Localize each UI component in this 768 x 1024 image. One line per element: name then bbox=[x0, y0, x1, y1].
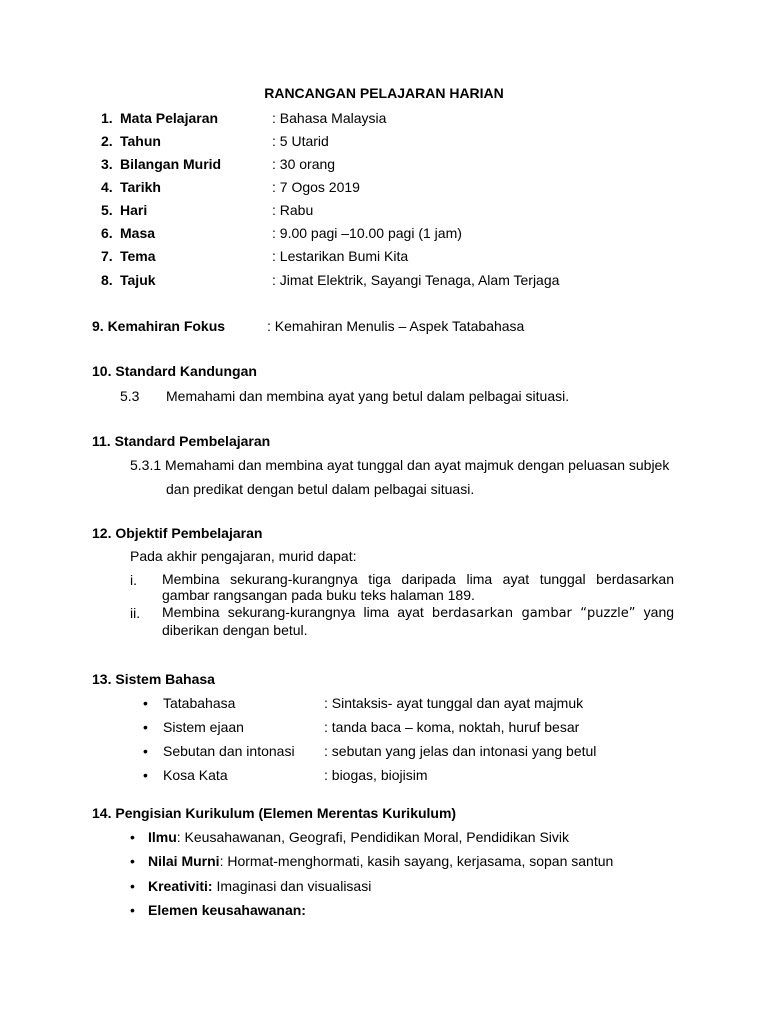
section-heading-sistem-bahasa: 13. Sistem Bahasa bbox=[92, 671, 215, 687]
kurikulum-item: Elemen keusahawanan: bbox=[148, 902, 306, 918]
info-value: : 7 Ogos 2019 bbox=[272, 179, 360, 195]
info-label: Hari bbox=[120, 202, 148, 218]
info-label: Tahun bbox=[120, 133, 161, 149]
info-label: Bilangan Murid bbox=[120, 156, 222, 172]
info-value: : 5 Utarid bbox=[272, 133, 329, 149]
bullet-icon: • bbox=[130, 829, 135, 845]
info-num: 6. bbox=[101, 225, 113, 241]
standard-kandungan-code: 5.3 bbox=[120, 388, 140, 404]
objektif-item-text: Membina sekurang-kurangnya lima ayat berdasarkan gambar “puzzle” yang diberikan dengan betul. bbox=[162, 604, 675, 638]
sistem-bahasa-label: Kosa Kata bbox=[163, 767, 228, 783]
sistem-bahasa-value: : Sintaksis- ayat tunggal dan ayat majmuk bbox=[324, 695, 584, 711]
standard-pembelajaran-line: 5.3.1 Memahami dan membina ayat tunggal dan ayat majmuk dengan peluasan subjek bbox=[130, 457, 670, 473]
bullet-icon: • bbox=[130, 853, 135, 869]
kurikulum-item: Nilai Murni: Hormat-menghormati, kasih sayang, kerjasama, sopan santun bbox=[148, 853, 614, 869]
info-num: 3. bbox=[101, 156, 113, 172]
section-heading-kurikulum: 14. Pengisian Kurikulum (Elemen Merentas Kurikulum) bbox=[92, 805, 457, 821]
info-num: 4. bbox=[101, 179, 113, 195]
kurikulum-item: Ilmu: Keusahawanan, Geografi, Pendidikan Moral, Pendidikan Sivik bbox=[148, 829, 570, 845]
info-num: 7. bbox=[101, 248, 113, 264]
standard-pembelajaran-line: dan predikat dengan betul dalam pelbagai situasi. bbox=[166, 481, 475, 497]
sistem-bahasa-label: Tatabahasa bbox=[163, 695, 236, 711]
info-value: : 30 orang bbox=[272, 156, 336, 172]
info-num: 8. bbox=[101, 272, 113, 288]
kurikulum-item: Kreativiti: Imaginasi dan visualisasi bbox=[148, 878, 372, 894]
section-heading-standard-pembelajaran: 11. Standard Pembelajaran bbox=[92, 433, 271, 449]
objektif-item-text: Membina sekurang-kurangnya tiga daripada lima ayat tunggal berdasarkan gambar rangsangan pada buku teks halaman 189. bbox=[162, 571, 674, 603]
objektif-item-num: i. bbox=[130, 572, 137, 588]
kemahiran-value: : Kemahiran Menulis – Aspek Tatabahasa bbox=[267, 318, 525, 334]
info-value: : 9.00 pagi –10.00 pagi (1 jam) bbox=[272, 225, 462, 241]
section-heading-standard-kandungan: 10. Standard Kandungan bbox=[92, 363, 257, 379]
bullet-icon: • bbox=[143, 719, 148, 735]
info-label: Masa bbox=[120, 225, 156, 241]
info-label: Tema bbox=[120, 248, 156, 264]
section-heading-kemahiran: 9. Kemahiran Fokus bbox=[92, 318, 226, 334]
sistem-bahasa-label: Sistem ejaan bbox=[163, 719, 244, 735]
bullet-icon: • bbox=[143, 767, 148, 783]
objektif-item-num: ii. bbox=[130, 605, 141, 621]
page-title: RANCANGAN PELAJARAN HARIAN bbox=[264, 85, 504, 101]
sistem-bahasa-label: Sebutan dan intonasi bbox=[163, 743, 295, 759]
sistem-bahasa-value: : sebutan yang jelas dan intonasi yang betul bbox=[324, 743, 597, 759]
info-num: 2. bbox=[101, 133, 113, 149]
bullet-icon: • bbox=[130, 878, 135, 894]
info-label: Mata Pelajaran bbox=[120, 110, 219, 126]
info-value: : Jimat Elektrik, Sayangi Tenaga, Alam Terjaga bbox=[272, 272, 560, 288]
sistem-bahasa-value: : tanda baca – koma, noktah, huruf besar bbox=[324, 719, 580, 735]
info-value: : Rabu bbox=[272, 202, 314, 218]
standard-kandungan-text: Memahami dan membina ayat yang betul dalam pelbagai situasi. bbox=[166, 388, 570, 404]
bullet-icon: • bbox=[130, 902, 135, 918]
objektif-intro: Pada akhir pengajaran, murid dapat: bbox=[130, 548, 357, 564]
section-heading-objektif: 12. Objektif Pembelajaran bbox=[92, 525, 263, 541]
bullet-icon: • bbox=[143, 743, 148, 759]
info-num: 5. bbox=[101, 202, 113, 218]
info-value: : Bahasa Malaysia bbox=[272, 110, 387, 126]
bullet-icon: • bbox=[143, 695, 148, 711]
info-value: : Lestarikan Bumi Kita bbox=[272, 248, 409, 264]
info-label: Tarikh bbox=[120, 179, 161, 195]
info-label: Tajuk bbox=[120, 272, 156, 288]
sistem-bahasa-value: : biogas, biojisim bbox=[324, 767, 428, 783]
info-num: 1. bbox=[101, 110, 113, 126]
